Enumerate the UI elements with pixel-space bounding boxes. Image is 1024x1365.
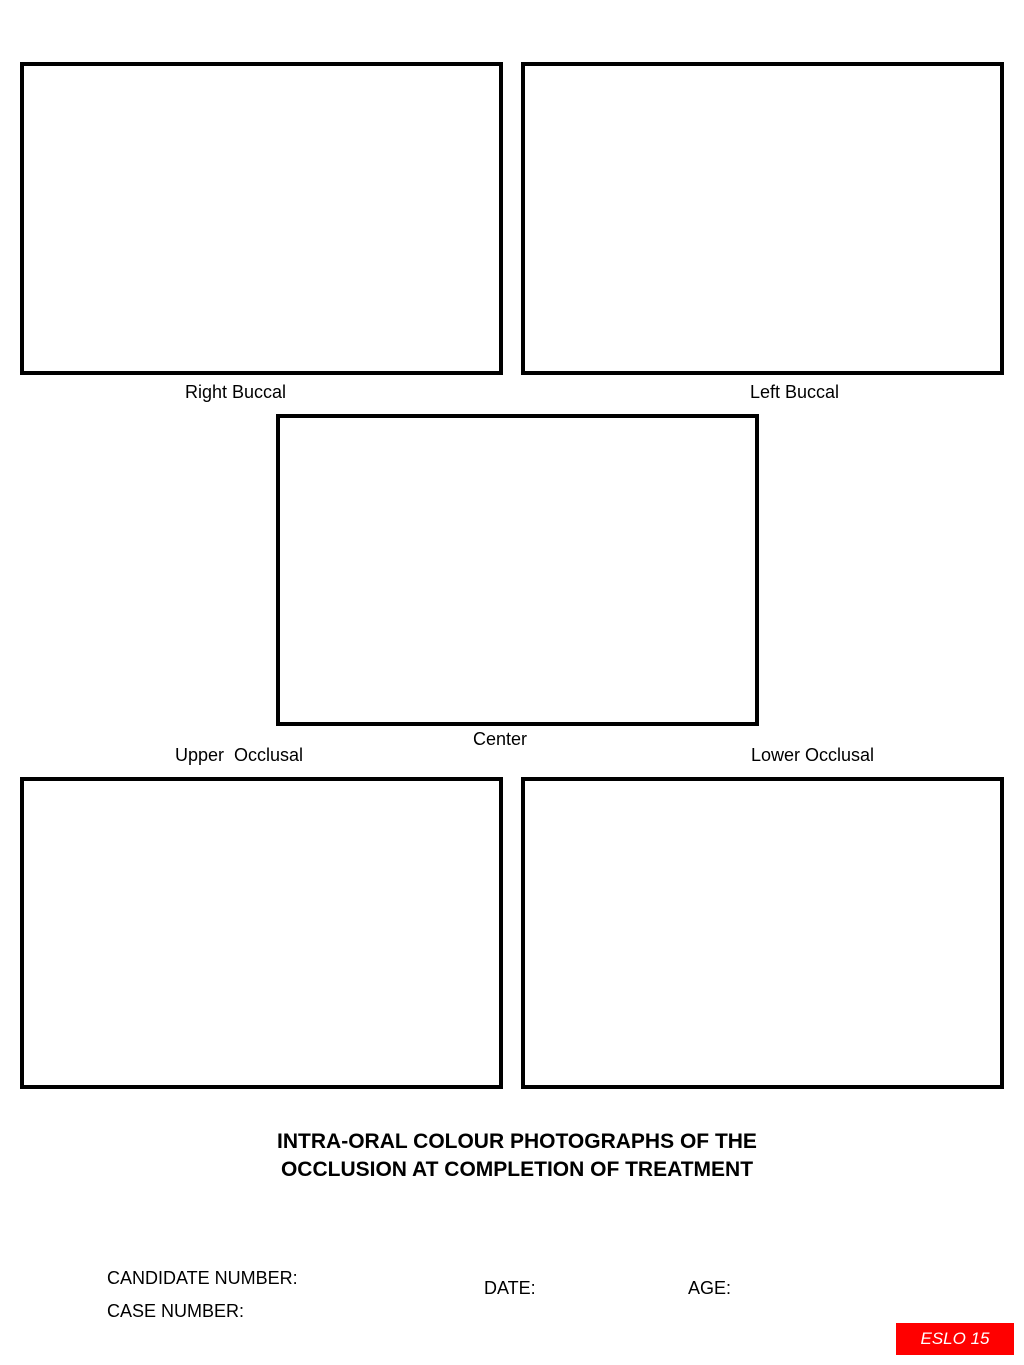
photo-box-right-buccal [20,62,503,375]
case-number-field: CASE NUMBER: [107,1301,245,1321]
photo-box-left-buccal [521,62,1004,375]
date-field: DATE: [484,1278,536,1298]
page-title-line-1: INTRA-ORAL COLOUR PHOTOGRAPHS OF THE [277,1130,757,1153]
page-title-line-2: OCCLUSION AT COMPLETION OF TREATMENT [280,1158,754,1181]
candidate-number-field: CANDIDATE NUMBER: [107,1268,298,1288]
label-right-buccal: Right Buccal [185,382,287,402]
label-upper-occlusal: Upper Occlusal [175,745,304,765]
label-center: Center [473,729,528,749]
photo-box-upper-occlusal [20,777,503,1089]
form-code-badge: ESLO 15 [896,1323,1014,1355]
age-field: AGE: [688,1278,732,1298]
photo-box-lower-occlusal [521,777,1004,1089]
label-lower-occlusal: Lower Occlusal [751,745,875,765]
label-left-buccal: Left Buccal [750,382,840,402]
page-title [0,1128,1024,1184]
photo-box-center [276,414,759,726]
